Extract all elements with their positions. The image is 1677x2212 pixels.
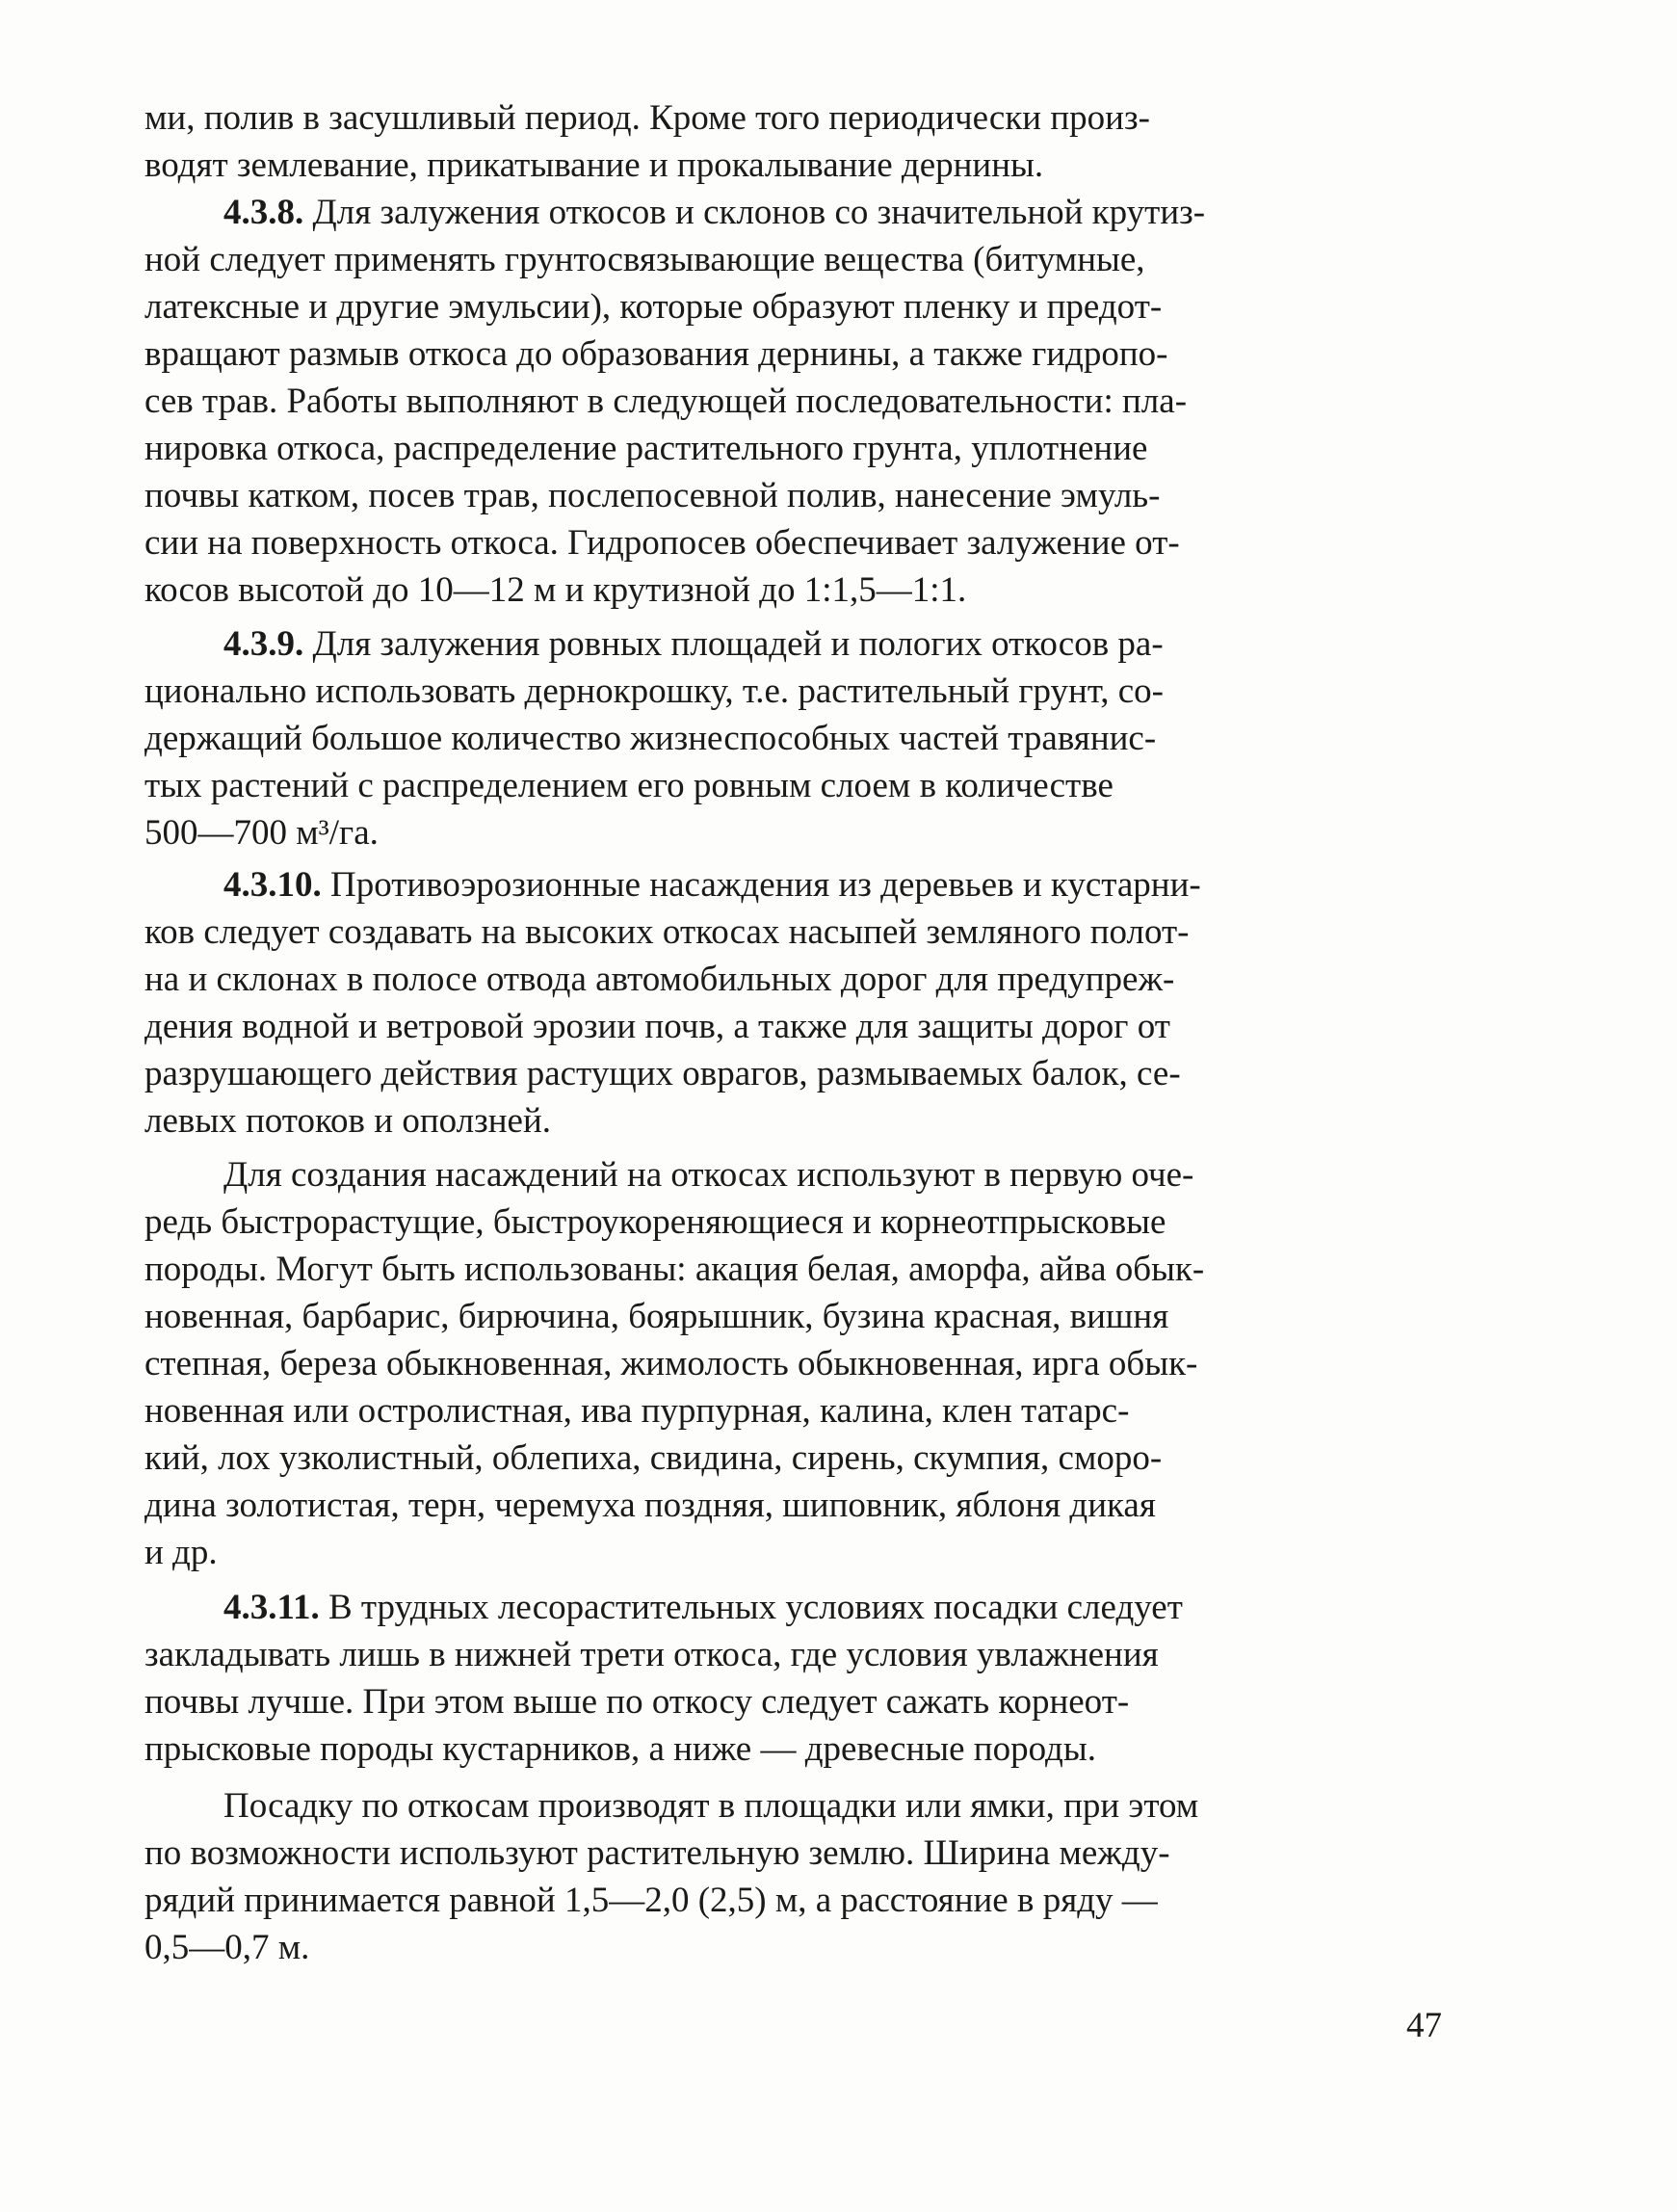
line-text: Противоэрозионные насаждения из деревьев и кустарни- — [330, 865, 1201, 905]
text-line: держащий большое количество жизнеспособных частей травянис- — [144, 719, 1157, 758]
text-line: ков следует создавать на высоких откосах насыпей земляного полот- — [144, 912, 1190, 952]
text-line: косов высотой до 10—12 м и крутизной до 1:1,5—1:1. — [144, 570, 967, 610]
section-number: 4.3.11. — [223, 1588, 320, 1627]
text-line: дина золотистая, терн, черемуха поздняя, шиповник, яблоня дикая — [144, 1486, 1156, 1525]
section-number: 4.3.10. — [223, 865, 322, 905]
text-line: закладывать лишь в нижней трети откоса, где условия увлажнения — [144, 1635, 1159, 1674]
text-line: нировка откоса, распределение растительного грунта, уплотнение — [144, 429, 1148, 468]
text-line: степная, береза обыкновенная, жимолость обыкновенная, ирга обык- — [144, 1344, 1198, 1383]
text-line: прысковые породы кустарников, а ниже — древесные породы. — [144, 1729, 1096, 1769]
text-line: 0,5—0,7 м. — [144, 1928, 310, 1967]
text-line: разрушающего действия растущих оврагов, размываемых балок, се- — [144, 1054, 1181, 1093]
text-line: почвы катком, посев трав, послепосевной полив, нанесение эмуль- — [144, 476, 1161, 515]
text-line: и др. — [144, 1533, 218, 1572]
line-text: Для залужения откосов и склонов со значительной крутиз- — [312, 193, 1206, 232]
text-line: породы. Могут быть использованы: акация белая, аморфа, айва обык- — [144, 1250, 1205, 1289]
text-line: кий, лох узколистный, облепиха, свидина, сирень, скумпия, сморо- — [144, 1438, 1163, 1478]
text-line: ционально использовать дернокрошку, т.е. растительный грунт, со- — [144, 672, 1164, 711]
text-line: водят землевание, прикатывание и прокалывание дернины. — [144, 145, 1044, 185]
line-text: Для залужения ровных площадей и пологих откосов ра- — [312, 624, 1164, 664]
text-line — [223, 1586, 1183, 1630]
line-text: В трудных лесорастительных условиях посадки следует — [328, 1588, 1183, 1627]
text-line: сев трав. Работы выполняют в следующей последовательности: пла- — [144, 382, 1188, 421]
text-line: сии на поверхность откоса. Гидропосев обеспечивает залужение от- — [144, 523, 1180, 563]
text-line: новенная, барбарис, бирючина, боярышник, бузина красная, вишня — [144, 1297, 1169, 1336]
text-line — [223, 191, 1205, 235]
section-number: 4.3.8. — [223, 193, 304, 232]
text-line: левых потоков и оползней. — [144, 1101, 551, 1141]
text-line: редь быстрорастущие, быстроукореняющиеся и корнеотпрысковые — [144, 1202, 1166, 1242]
text-line: новенная или остролистная, ива пурпурная, калина, клен татарс- — [144, 1391, 1130, 1431]
text-line — [223, 622, 1164, 667]
text-line: 500—700 м³/га. — [144, 813, 379, 853]
text-line: ной следует применять грунтосвязывающие вещества (битумные, — [144, 240, 1145, 279]
text-line: тых растений с распределением его ровным слоем в количестве — [144, 766, 1114, 805]
text-line: ми, полив в засушливый период. Кроме того периодически произ- — [144, 98, 1150, 138]
text-line: на и склонах в полосе отвода автомобильных дорог для предупреж- — [144, 960, 1175, 999]
text-line: Посадку по откосам производят в площадки или ямки, при этом — [223, 1786, 1199, 1826]
text-line: рядий принимается равной 1,5—2,0 (2,5) м, а расстояние в ряду — — [144, 1881, 1158, 1920]
text-line: вращают размыв откоса до образования дернины, а также гидропо- — [144, 334, 1168, 374]
text-line: латексные и другие эмульсии), которые образуют пленку и предот- — [144, 287, 1163, 327]
text-line: по возможности используют растительную землю. Ширина между- — [144, 1833, 1170, 1873]
page-number: 47 — [1406, 2006, 1442, 2045]
text-line: почвы лучше. При этом выше по откосу следует сажать корнеот- — [144, 1682, 1130, 1722]
text-line — [223, 863, 1201, 908]
section-number: 4.3.9. — [223, 624, 304, 664]
text-line: дения водной и ветровой эрозии почв, а также для защиты дорог от — [144, 1007, 1170, 1046]
text-line: Для создания насаждений на откосах используют в первую оче- — [223, 1155, 1194, 1195]
